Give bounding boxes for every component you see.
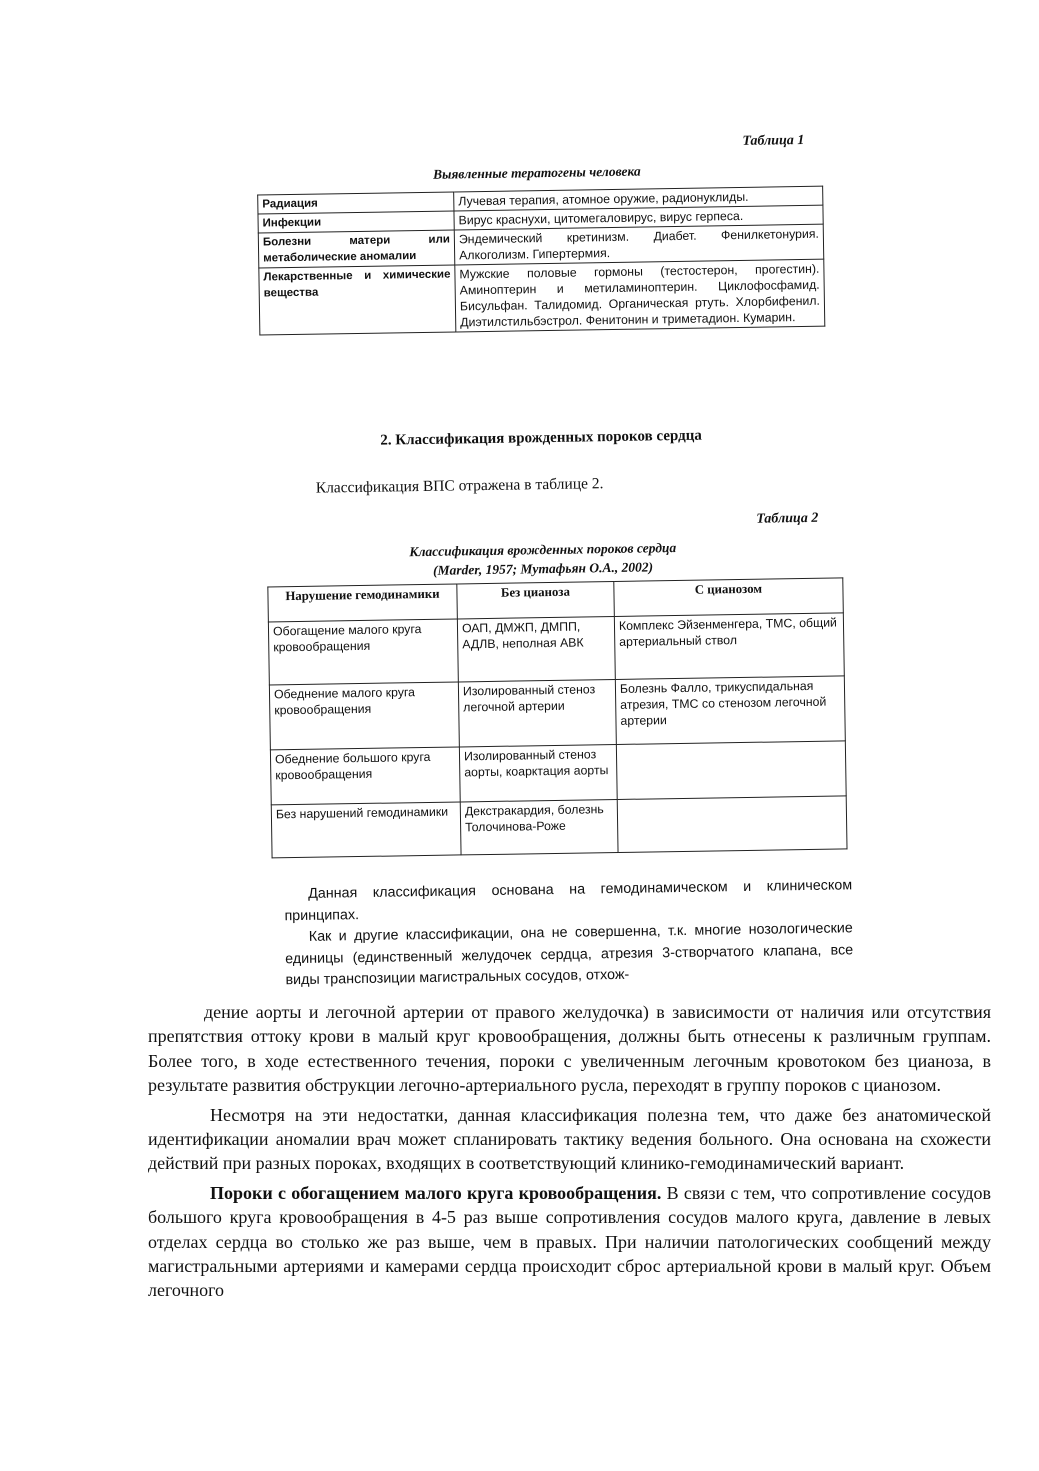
table2-title bbox=[263, 536, 824, 583]
table-row bbox=[268, 613, 844, 685]
table2-title-line1: Классификация врожденных пороков сердца bbox=[409, 540, 677, 560]
table-cell: Радиация bbox=[258, 192, 454, 214]
table-row bbox=[270, 741, 846, 805]
paragraph-lead: Пороки с обогащением малого круга кровообращения. bbox=[210, 1182, 662, 1203]
table-row bbox=[259, 259, 825, 335]
chd-classification-table bbox=[267, 577, 847, 858]
table-cell: Декстракардия, болезнь Толочинова-Роже bbox=[460, 799, 618, 854]
table-cell: Обеднение большого круга кровообращения bbox=[270, 747, 460, 805]
table-cell: Изолированный стеноз легочной артерии bbox=[458, 679, 616, 746]
table-cell: Эндемический кретинизм. Диабет. Фенилкетонурия. Алкоголизм. Гипертермия. bbox=[454, 224, 824, 265]
table-cell bbox=[616, 741, 846, 800]
scanned-paragraphs bbox=[284, 875, 854, 991]
table-row bbox=[271, 796, 847, 858]
table-cell: Болезни матери или метаболические аномалии bbox=[258, 230, 455, 268]
paragraph-body: В связи с тем, что сопротивление сосудов большого круга кровообращения в 4-5 раз выше сопротивления сосудов малого круга, давление в левых отделах сердца во столько же раз выше, чем в правых. При наличии патологических сообщений между магистральными артериями и камерами сердца происходит сброс артериальной крови в малый круг. Объем легочного bbox=[148, 1182, 991, 1301]
table-cell: Лекарственные и химические вещества bbox=[259, 265, 456, 335]
teratogens-table bbox=[257, 186, 825, 336]
paragraph bbox=[148, 1181, 991, 1303]
table-cell: Обогащение малого круга кровообращения bbox=[268, 619, 458, 685]
paragraph: Несмотря на эти недостатки, данная классификация полезна тем, что даже без анатомической идентификации аномалии врач может спланировать тактику ведения больного. Она основана на схожести действий при разных пороках, входящих в соответствующий клинико-гемодинамический вариант. bbox=[148, 1104, 991, 1174]
paragraph: дение аорты и легочной артерии от правого желудочка) в зависимости от наличия или отсутствия препятствия оттоку крови в малый круг кровообращения, должны быть отнесены к различным группам. Более того, в ходе естественного течения, пороки с увеличенным легочным кровотоком без цианоза, в результате развития обструкции легочно-артериального русла, переходят в группу пороков с цианозом. bbox=[148, 1002, 991, 1096]
table-header-cell: Без цианоза bbox=[457, 582, 615, 619]
table-header-cell: Нарушение гемодинамики bbox=[268, 584, 458, 622]
table-cell: Инфекции bbox=[258, 211, 454, 233]
table-cell: Вирус краснухи, цитомегаловирус, вирус герпеса. bbox=[454, 205, 823, 230]
paragraph: Данная классификация основана на гемодинамическом и клиническом принципах. bbox=[284, 877, 853, 924]
table2-caption: Таблица 2 bbox=[756, 510, 819, 527]
table-cell: Без нарушений гемодинамики bbox=[271, 802, 461, 858]
table-row bbox=[269, 676, 845, 750]
table-cell: Изолированный стеноз аорты, коарктация аорты bbox=[459, 744, 617, 801]
table-cell: Мужские половые гормоны (тестостерон, прогестин). Аминоптерин и метиламиноптерин. Циклофосфамид. Бисульфан. Талидомид. Органическая ртуть. Хлорбифенил. Диэтилстильбэстрол. Фенитонин и триметадион. Кумарин. bbox=[455, 259, 825, 332]
section-heading: 2. Классификация врожденных пороков сердца bbox=[380, 427, 702, 449]
table-cell: ОАП, ДМЖП, ДМПП, АДЛВ, неполная АВК bbox=[457, 617, 615, 682]
table2-title-line2: (Marder, 1957; Мутафьян О.А., 2002) bbox=[432, 559, 654, 578]
paragraph: Как и другие классификации, она не совершенна, т.к. многие нозологические единицы (единственный желудочек сердца, атрезия 3-створчатого клапана, все виды транспозиции магистральных сосудов, отхож- bbox=[285, 920, 854, 989]
typed-section bbox=[148, 1000, 991, 1308]
table-cell bbox=[617, 796, 847, 853]
table-cell: Болезнь Фалло, трикуспидальная атрезия, ТМС со стенозом легочной артерии bbox=[615, 676, 845, 745]
table-cell: Обеднение малого круга кровообращения bbox=[269, 682, 459, 750]
section-intro: Классификация ВПС отражена в таблице 2. bbox=[315, 475, 604, 497]
table-cell: Комплекс Эйзенменгера, ТМС, общий артериальный ствол bbox=[614, 613, 844, 680]
table-cell: Лучевая терапия, атомное оружие, радионуклиды. bbox=[454, 186, 823, 211]
table1-title: Выявленные тератогены человека bbox=[432, 163, 641, 182]
table-header-cell: С цианозом bbox=[614, 578, 844, 617]
table1-caption: Таблица 1 bbox=[742, 132, 805, 149]
